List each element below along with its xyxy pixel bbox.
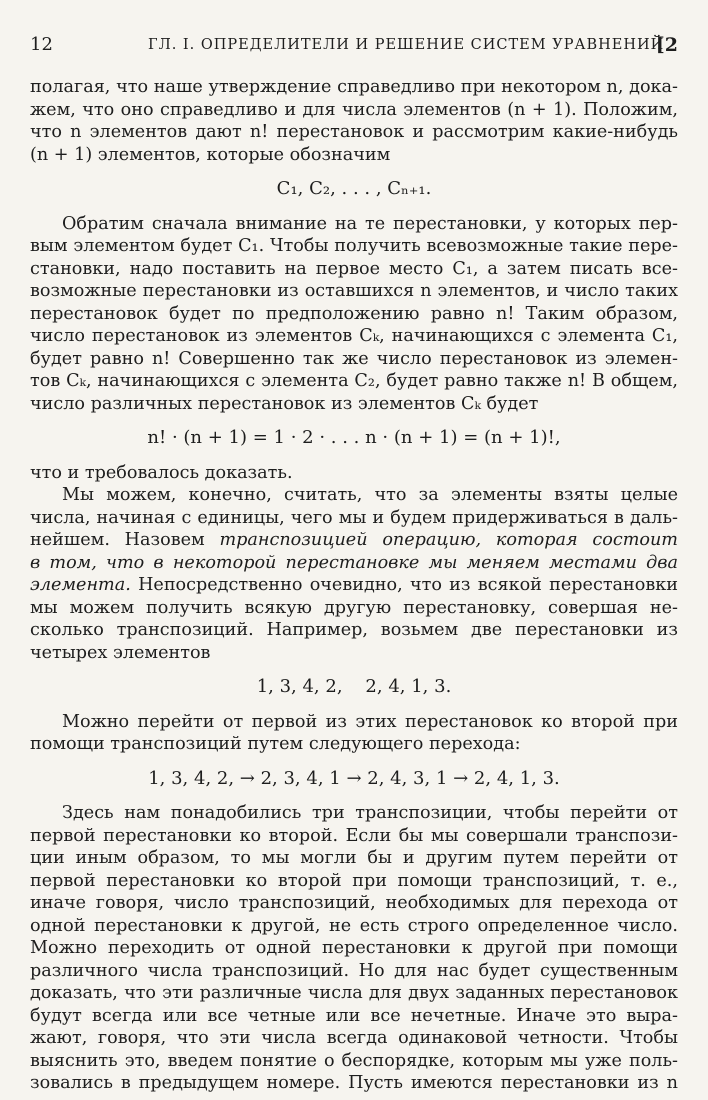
text-line: число различных перестановок из элементов Cₖ будет	[30, 393, 539, 414]
text-line: будет равно n! Совершенно так же число перестановок из элемен-	[30, 348, 678, 369]
running-header	[30, 34, 678, 60]
text-line: жают, говоря, что эти числа всегда одинаковой четности. Чтобы	[30, 1028, 678, 1048]
text-line: сколько транспозиций. Например, возьмем две перестановки из	[30, 620, 678, 640]
text-line: тов Cₖ, начинающихся с элемента C₂, будет равно также n! В общем,	[30, 371, 678, 391]
text-span: нейшем. Назовем	[30, 530, 220, 550]
text-line: число перестановок из элементов Cₖ, начинающихся с элемента C₁,	[30, 326, 678, 346]
page-body	[30, 76, 678, 1095]
definition-italic-line: в том, что в некоторой перестановке мы меняем местами два	[30, 552, 678, 573]
text-line: числа, начиная с единицы, чего мы и будем придерживаться в даль-	[30, 507, 678, 528]
definition-italic: транспозицией операцию, которая состоит	[219, 530, 678, 550]
formula-factorial: n! · (n + 1) = 1 · 2 · . . . n · (n + 1) = (n + 1)!,	[147, 427, 561, 448]
text-line: первой перестановки ко второй. Если бы мы совершали транспози-	[30, 825, 678, 846]
text-line: становки, надо поставить на первое место C₁, а затем писать все-	[30, 258, 678, 279]
definition-italic: элемента.	[30, 575, 131, 595]
text-line: жем, что оно справедливо и для числа элементов (n + 1). Положим,	[30, 99, 678, 120]
text-line: вым элементом будет C₁. Чтобы получить всевозможные такие пере-	[30, 236, 678, 256]
text-line: будут всегда или все четные или все нечетные. Иначе это выра-	[30, 1005, 678, 1026]
text-line: первой перестановки ко второй при помощи транспозиций, т. е.,	[30, 870, 678, 891]
text-line: что n элементов дают n! перестановок и рассмотрим какие-нибудь	[30, 122, 678, 142]
text-span: Непосредственно очевидно, что из всякой перестановки	[130, 575, 678, 595]
text-line: иначе говоря, число транспозиций, необходимых для перехода от	[30, 893, 678, 913]
text-line: четырех элементов	[30, 642, 211, 663]
text-line: полагая, что наше утверждение справедливо при некотором n, дока-	[30, 77, 678, 97]
text-line: мы можем получить всякую другую перестановку, совершая не-	[30, 597, 678, 618]
text-line: различного числа транспозиций. Но для нас будет существенным	[30, 960, 678, 981]
text-line: что и требовалось доказать.	[30, 462, 293, 483]
formula-elements: C₁, C₂, . . . , Cₙ₊₁.	[276, 178, 432, 199]
text-line: выяснить это, введем понятие о беспорядке, которым мы уже поль-	[30, 1050, 678, 1071]
text-line: зовались в предыдущем номере. Пусть имеются перестановки из n	[30, 1073, 678, 1093]
text-line: помощи транспозиций путем следующего перехода:	[30, 734, 521, 754]
text-line: Можно перейти от первой из этих перестановок ко второй при	[62, 711, 678, 732]
chapter-title: ГЛ. I. ОПРЕДЕЛИТЕЛИ И РЕШЕНИЕ СИСТЕМ УРАВНЕНИЙ	[148, 37, 665, 53]
formula-permutations: 1, 3, 4, 2, 2, 4, 1, 3.	[256, 676, 452, 697]
text-line: доказать, что эти различные числа для двух заданных перестановок	[30, 983, 678, 1003]
text-line: Здесь нам понадобились три транспозиции, чтобы перейти от	[62, 803, 678, 823]
text-line-with-definition	[30, 574, 678, 597]
text-line: возможные перестановки из оставшихся n элементов, и число таких	[30, 281, 678, 301]
text-line-with-definition	[30, 529, 678, 552]
formula-transpositions: 1, 3, 4, 2, → 2, 3, 4, 1 → 2, 4, 3, 1 → 2, 4, 1, 3.	[148, 767, 560, 789]
text-line: перестановок будет по предположению равно n! Таким образом,	[30, 303, 678, 324]
page-number: 12	[30, 34, 53, 55]
paragraph-number: [2	[655, 34, 678, 56]
text-line: Обратим сначала внимание на те перестановки, у которых пер-	[62, 213, 678, 234]
text-line: Можно переходить от одной перестановки к другой при помощи	[30, 938, 678, 958]
text-line: Мы можем, конечно, считать, что за элементы взяты целые	[62, 485, 678, 505]
text-line: одной перестановки к другой, не есть строго определенное число.	[30, 915, 678, 936]
text-line: (n + 1) элементов, которые обозначим	[30, 144, 391, 165]
text-line: ции иным образом, то мы могли бы и другим путем перейти от	[30, 848, 678, 868]
